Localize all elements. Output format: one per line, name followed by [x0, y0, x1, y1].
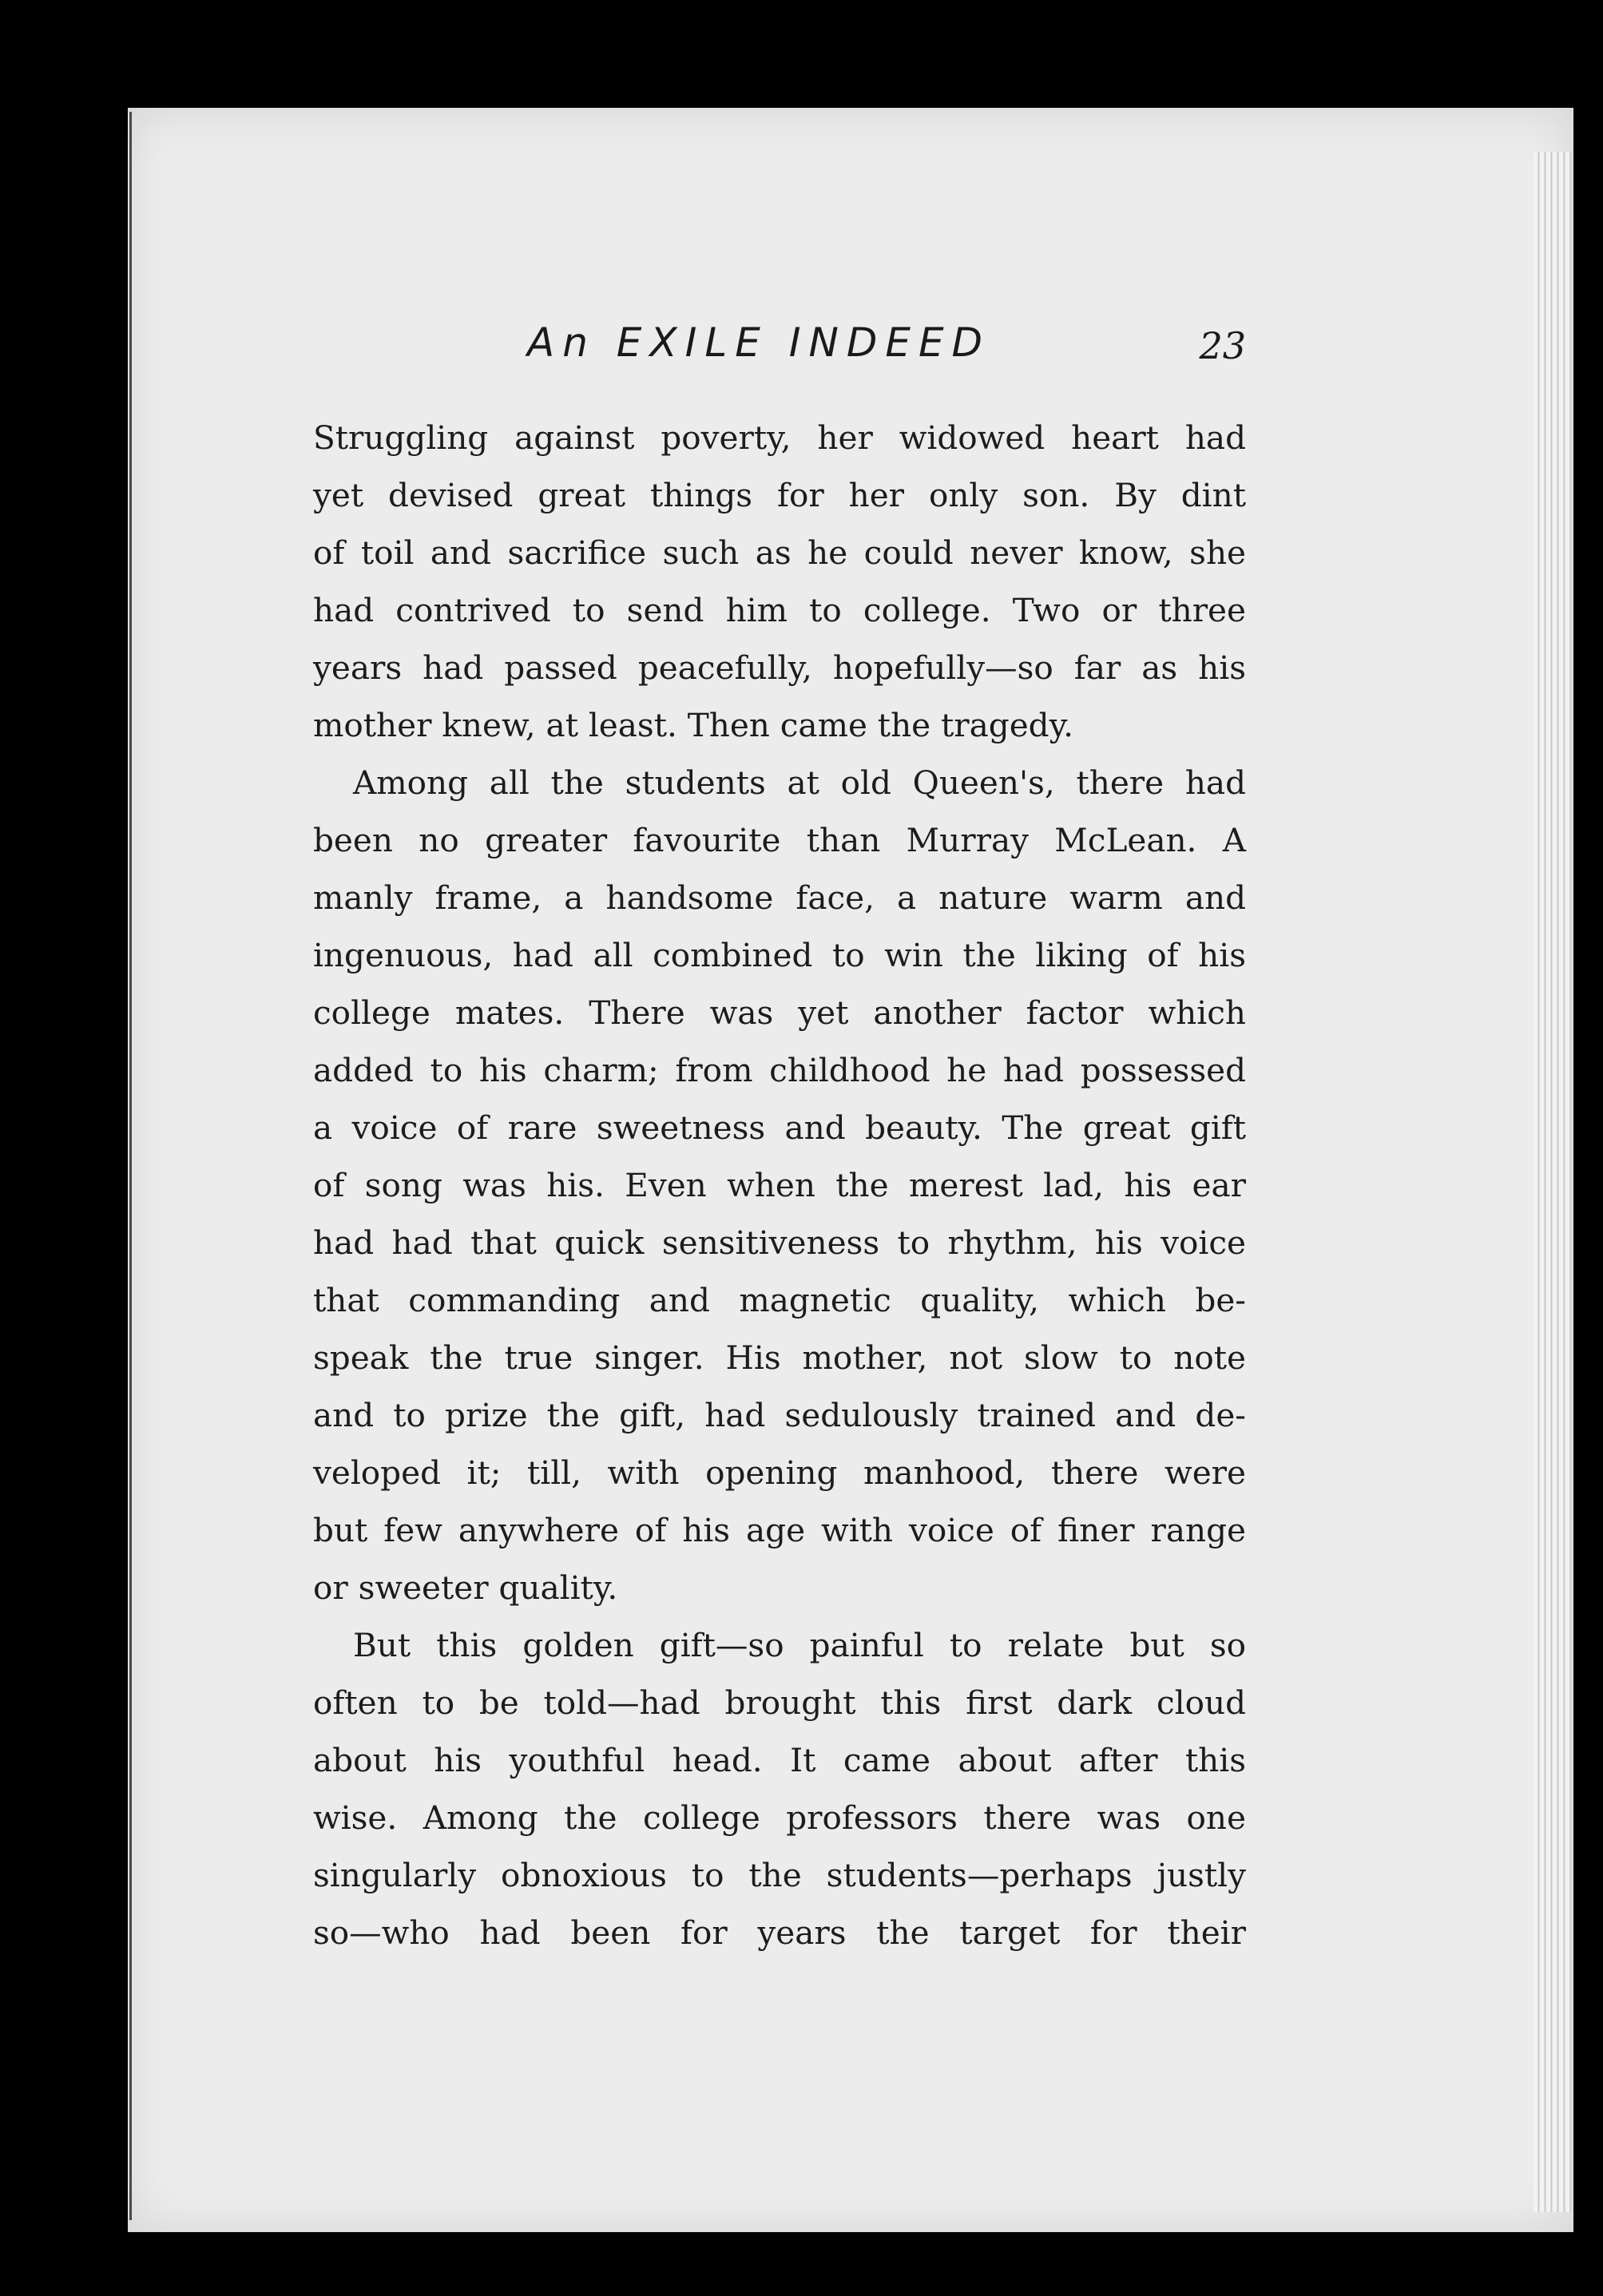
page-edge	[1534, 152, 1572, 2212]
text-line: wise. Among the college professors there was one	[313, 1798, 1246, 1837]
text-line: had contrived to send him to college. Two or three	[313, 591, 1246, 629]
text-line: But this golden gift—so painful to relate but so	[353, 1626, 1246, 1664]
text-line: often to be told—had brought this first dark cloud	[313, 1683, 1246, 1722]
running-head: An EXILE INDEED	[527, 319, 991, 366]
text-line: about his youthful head. It came about after this	[313, 1741, 1246, 1779]
text-line: Struggling against poverty, her widowed heart had	[313, 418, 1246, 457]
text-line: of toil and sacrifice such as he could never know, she	[313, 533, 1246, 572]
text-line: manly frame, a handsome face, a nature warm and	[313, 878, 1246, 917]
text-line: mother knew, at least. Then came the tragedy.	[313, 706, 1073, 744]
text-line: so—who had been for years the target for their	[313, 1913, 1246, 1952]
text-line: added to his charm; from childhood he had possessed	[313, 1051, 1246, 1089]
text-line: Among all the students at old Queen's, there had	[353, 763, 1246, 802]
text-line: been no greater favourite than Murray McLean. A	[313, 821, 1246, 859]
text-line: that commanding and magnetic quality, which be-	[313, 1281, 1246, 1319]
text-line: speak the true singer. His mother, not slow to note	[313, 1338, 1246, 1377]
text-line: had had that quick sensitiveness to rhythm, his voice	[313, 1223, 1246, 1262]
text-line: a voice of rare sweetness and beauty. The great gift	[313, 1108, 1246, 1147]
text-line: years had passed peacefully, hopefully—so far as his	[313, 648, 1246, 687]
text-line: ingenuous, had all combined to win the liking of his	[313, 936, 1246, 974]
body-text	[313, 409, 1246, 1961]
text-line: veloped it; till, with opening manhood, there were	[313, 1453, 1246, 1492]
page-header	[311, 319, 1254, 375]
page-gutter	[129, 112, 132, 2220]
text-line: or sweeter quality.	[313, 1568, 618, 1607]
page-number: 23	[1199, 324, 1246, 367]
text-line: yet devised great things for her only son. By dint	[313, 476, 1246, 514]
text-line: college mates. There was yet another factor which	[313, 993, 1246, 1032]
text-line: but few anywhere of his age with voice of finer range	[313, 1511, 1246, 1549]
text-line: of song was his. Even when the merest lad, his ear	[313, 1166, 1246, 1204]
text-line: singularly obnoxious to the students—perhaps justly	[313, 1856, 1246, 1894]
text-line: and to prize the gift, had sedulously trained and de-	[313, 1396, 1246, 1434]
